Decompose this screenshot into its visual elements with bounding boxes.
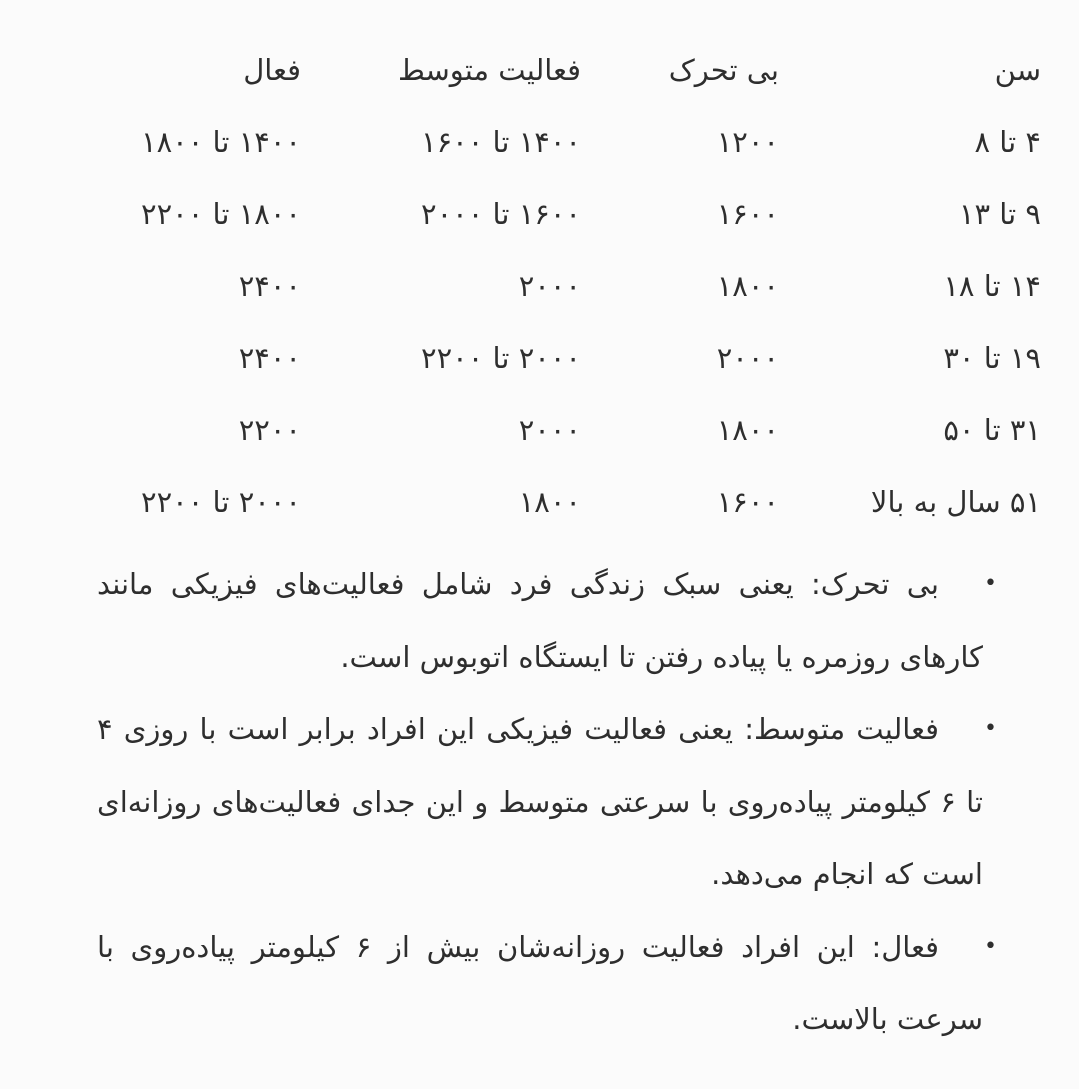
definitions-list <box>97 548 997 1056</box>
table-row <box>121 394 1041 466</box>
cell-age: ۹ تا ۱۳ <box>958 197 1041 231</box>
cell-moderate: ۲۰۰۰ <box>518 269 581 303</box>
cell-active: ۱۴۰۰ تا ۱۸۰۰ <box>141 125 301 159</box>
calorie-table <box>121 34 1041 538</box>
cell-sedentary: ۲۰۰۰ <box>716 341 779 375</box>
cell-age: ۵۱ سال به بالا <box>870 485 1041 519</box>
header-sedentary: بی تحرک <box>668 53 779 87</box>
table-row <box>121 178 1041 250</box>
table-header-row <box>121 34 1041 106</box>
cell-age: ۴ تا ۸ <box>974 125 1041 159</box>
cell-active: ۲۲۰۰ <box>238 413 301 447</box>
bullet-icon: • <box>984 716 997 741</box>
cell-moderate: ۲۰۰۰ <box>518 413 581 447</box>
cell-sedentary: ۱۸۰۰ <box>716 413 779 447</box>
cell-sedentary: ۱۶۰۰ <box>716 197 779 231</box>
cell-active: ۲۴۰۰ <box>238 341 301 375</box>
table-row <box>121 466 1041 538</box>
cell-active: ۲۴۰۰ <box>238 269 301 303</box>
cell-moderate: ۱۶۰۰ تا ۲۰۰۰ <box>421 197 581 231</box>
header-age: سن <box>994 53 1041 87</box>
cell-age: ۱۹ تا ۳۰ <box>943 341 1041 375</box>
list-item <box>97 548 997 693</box>
cell-active: ۱۸۰۰ تا ۲۲۰۰ <box>141 197 301 231</box>
header-active: فعال <box>243 53 301 87</box>
note-sedentary: بی تحرک: یعنی سبک زندگی فرد شامل فعالیت‌های فیزیکی مانند کارهای روزمره یا پیاده رفتن تا ایستگاه اتوبوس است. <box>97 567 983 674</box>
cell-active: ۲۰۰۰ تا ۲۲۰۰ <box>141 485 301 519</box>
cell-moderate: ۲۰۰۰ تا ۲۲۰۰ <box>421 341 581 375</box>
table-row <box>121 250 1041 322</box>
cell-sedentary: ۱۶۰۰ <box>716 485 779 519</box>
table-row <box>121 106 1041 178</box>
cell-moderate: ۱۴۰۰ تا ۱۶۰۰ <box>421 125 581 159</box>
cell-moderate: ۱۸۰۰ <box>518 485 581 519</box>
note-active: فعال: این افراد فعالیت روزانه‌شان بیش از ۶ کیلومتر پیاده‌روی با سرعت بالاست. <box>97 929 983 1036</box>
cell-age: ۳۱ تا ۵۰ <box>943 413 1041 447</box>
cell-sedentary: ۱۲۰۰ <box>716 125 779 159</box>
list-item <box>97 693 997 911</box>
cell-age: ۱۴ تا ۱۸ <box>943 269 1041 303</box>
table-row <box>121 322 1041 394</box>
bullet-icon: • <box>984 933 997 959</box>
cell-sedentary: ۱۸۰۰ <box>716 269 779 303</box>
list-item <box>97 911 997 1056</box>
bullet-icon: • <box>984 571 997 596</box>
header-moderate: فعالیت متوسط <box>397 53 581 87</box>
note-moderate: فعالیت متوسط: یعنی فعالیت فیزیکی این افراد برابر است با روزی ۴ تا ۶ کیلومتر پیاده‌روی با سرعتی متوسط و این جدای فعالیت‌های روزانه‌ای است که انجام می‌دهد. <box>97 712 983 891</box>
